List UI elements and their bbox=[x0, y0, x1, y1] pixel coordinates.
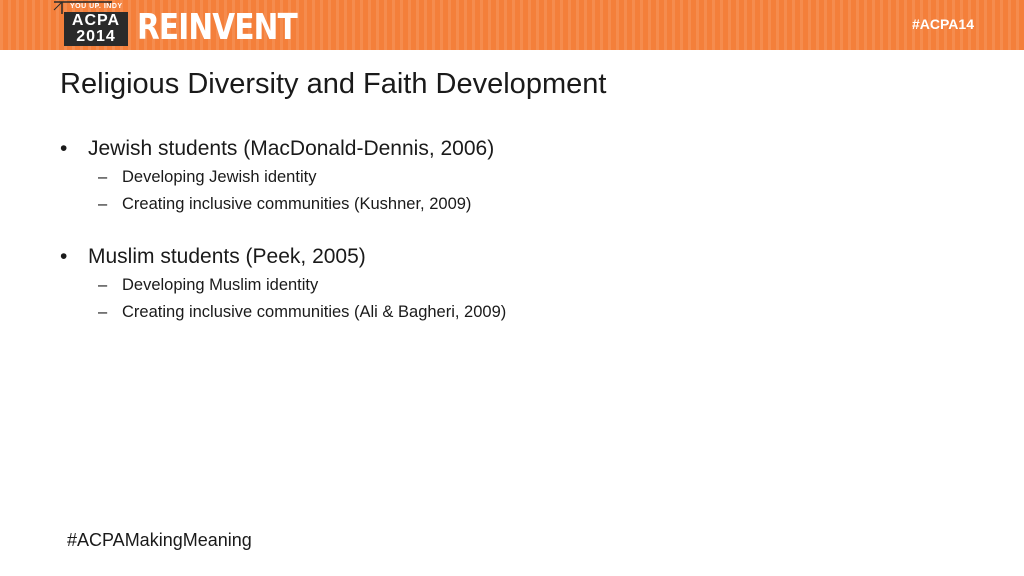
sub-bullet-text: Creating inclusive communities (Ali & Bagheri, 2009) bbox=[122, 303, 507, 321]
sub-bullet-text: Developing Jewish identity bbox=[122, 168, 317, 186]
logo-tagline: YOU UP. INDY bbox=[70, 3, 123, 10]
bullet-item bbox=[60, 244, 960, 326]
bullet-glyph: • bbox=[60, 245, 68, 268]
logo-year: 2014 bbox=[76, 28, 116, 45]
dash-glyph: – bbox=[98, 195, 108, 213]
header-banner bbox=[0, 0, 1024, 50]
logo-name: ACPA bbox=[71, 12, 121, 29]
sub-bullet-text: Developing Muslim identity bbox=[122, 276, 319, 294]
acpa-2014-logo bbox=[52, 0, 132, 50]
bullet-text: Muslim students (Peek, 2005) bbox=[88, 245, 366, 268]
dash-glyph: – bbox=[98, 168, 108, 186]
sub-bullet-text: Creating inclusive communities (Kushner, 2009) bbox=[122, 195, 472, 213]
footer-hashtag: #ACPAMakingMeaning bbox=[67, 530, 252, 550]
conference-hashtag: #ACPA14 bbox=[912, 16, 974, 32]
bullet-glyph: • bbox=[60, 137, 68, 160]
bullet-text: Jewish students (MacDonald-Dennis, 2006) bbox=[88, 137, 495, 160]
dash-glyph: – bbox=[98, 276, 108, 294]
logo-badge bbox=[64, 12, 128, 46]
dash-glyph: – bbox=[98, 303, 108, 321]
slide-title: Religious Diversity and Faith Development bbox=[60, 68, 607, 100]
bullet-item bbox=[60, 136, 960, 218]
theme-word: REINVENT bbox=[137, 7, 297, 48]
bullet-list bbox=[60, 136, 960, 352]
